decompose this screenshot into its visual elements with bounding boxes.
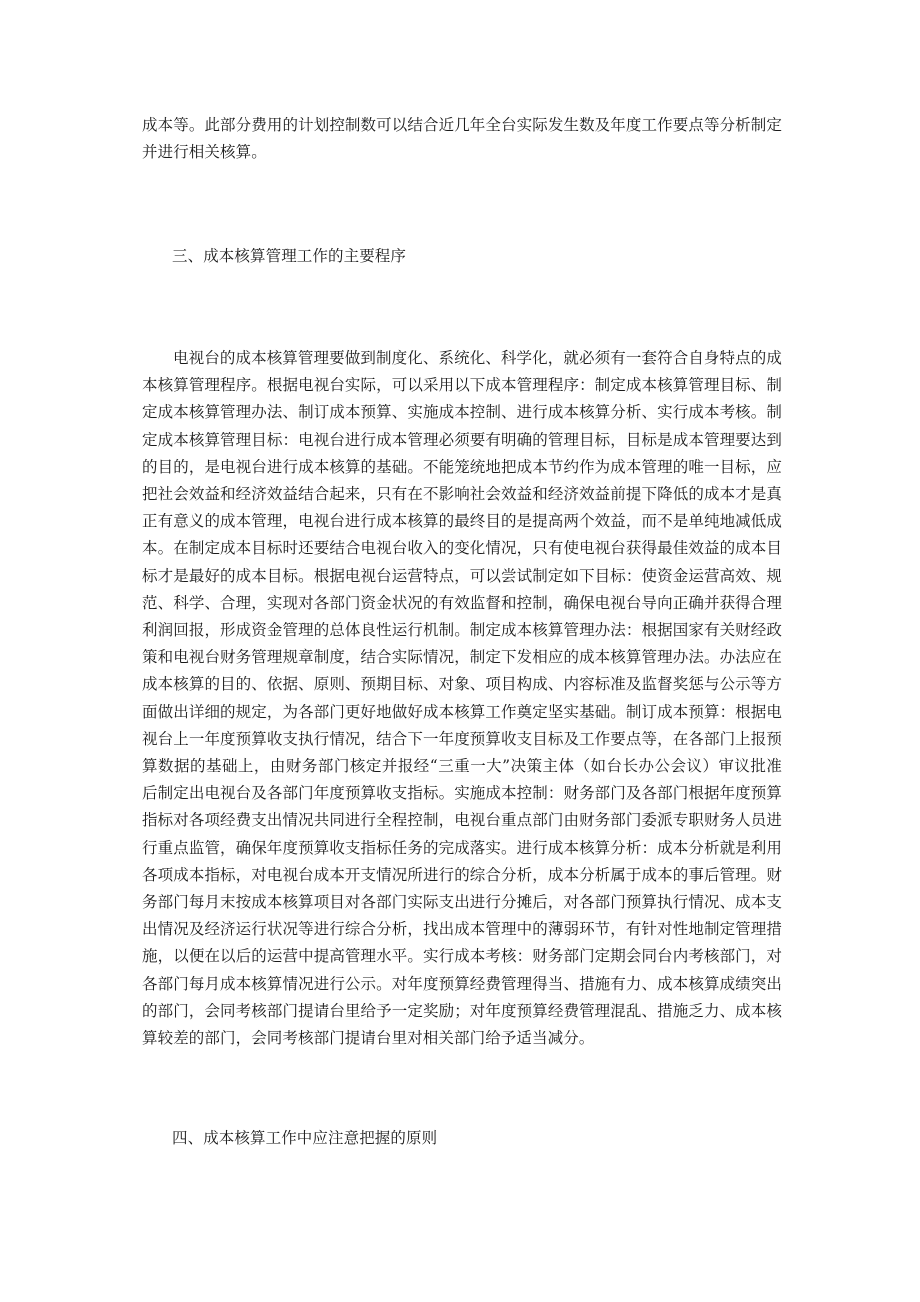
intro-paragraph: 成本等。此部分费用的计划控制数可以结合近几年全台实际发生数及年度工作要点等分析制定并进行相关核算。 [142,116,782,162]
section-three-body: 电视台的成本核算管理要做到制度化、系统化、科学化，就必须有一套符合自身特点的成本核算管理程序。根据电视台实际，可以采用以下成本管理程序：制定成本核算管理目标、制定成本核算管理办法、制订成本预算、实施成本控制、进行成本核算分析、实行成本考核。制定成本核算管理目标：电视台进行成本管理必须要有明确的管理目标，目标是成本管理要达到的目的，是电视台进行成本核算的基础。不能笼统地把成本节约作为成本管理的唯一目标，应把社会效益和经济效益结合起来，只有在不影响社会效益和经济效益前提下降低的成本才是真正有意义的成本管理，电视台进行成本核算的最终目的是提高两个效益，而不是单纯地减低成本。在制定成本目标时还要结合电视台收入的变化情况，只有使电视台获得最佳效益的成本目标才是最好的成本目标。根据电视台运营特点，可以尝试制定如下目标：使资金运营高效、规范、科学、合理，实现对各部门资金状况的有效监督和控制，确保电视台导向正确并获得合理利润回报，形成资金管理的总体良性运行机制。制定成本核算管理办法：根据国家有关财经政策和电视台财务管理规章制度，结合实际情况，制定下发相应的成本核算管理办法。办法应在成本核算的目的、依据、原则、预期目标、对象、项目构成、内容标准及监督奖惩与公示等方面做出详细的规定，为各部门更好地做好成本核算工作奠定坚实基础。制订成本预算：根据电视台上一年度预算收支执行情况，结合下一年度预算收支目标及工作要点等，在各部门上报预算数据的基础上，由财务部门核定并报经“三重一大”决策主体（如台长办公会议）审议批准后制定出电视台及各部门年度预算收支指标。实施成本控制：财务部门及各部门根据年度预算指标对各项经费支出情况共同进行全程控制，电视台重点部门由财务部门委派专职财务人员进行重点监管，确保年度预算收支指标任务的完成落实。进行成本核算分析：成本分析就是利用各项成本指标，对电视台成本开支情况所进行的综合分析，成本分析属于成本的事后管理。财务部门每月末按成本核算项目对各部门实际支出进行分摊后，对各部门预算执行情况、成本支出情况及经济运行状况等进行综合分析，找出成本管理中的薄弱环节，有针对性地制定管理措施，以便在以后的运营中提高管理水平。实行成本考核：财务部门定期会同台内考核部门，对各部门每月成本核算情况进行公示。对年度预算经费管理得当、措施有力、成本核算成绩突出的部门，会同考核部门提请台里给予一定奖励；对年度预算经费管理混乱、措施乏力、成本核算较差的部门，会同考核部门提请台里对相关部门给予适当减分。 [142,349,782,1048]
section-four-heading: 四、成本核算工作中应注意把握的原则 [172,1129,438,1147]
section-three-heading: 三、成本核算管理工作的主要程序 [172,247,407,265]
